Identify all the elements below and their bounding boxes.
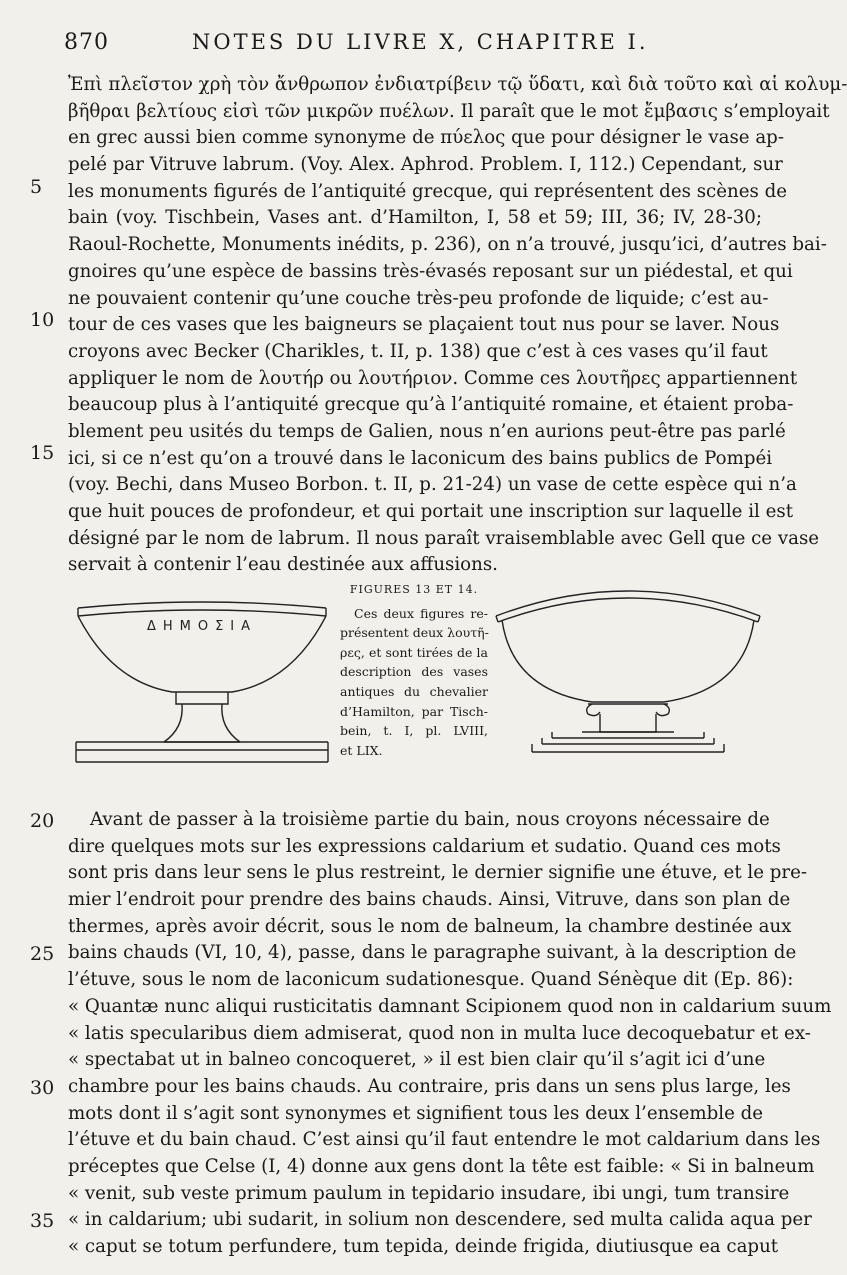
figure-caption — [340, 580, 488, 760]
page-number: 870 — [64, 30, 109, 55]
line-number-5: 5 — [30, 176, 43, 198]
text-line: mier l’endroit pour prendre des bains chauds. Ainsi, Vitruve, dans son plan de — [68, 889, 791, 911]
line-number-10: 10 — [30, 309, 55, 331]
caption-line: présentent deux λουτῆ- — [340, 625, 489, 641]
text-line: croyons avec Becker (Charikles, t. II, p. 138) que c’est à ces vases qu’il faut — [68, 340, 768, 362]
page-header — [64, 30, 764, 64]
figure-title: FIGURES 13 ET 14. — [349, 583, 479, 596]
body-text-block-1 — [68, 72, 847, 579]
text-line: les monuments figurés de l’antiquité grecque, qui représentent des scènes de — [68, 180, 787, 202]
text-line: thermes, après avoir décrit, sous le nom de balneum, la chambre destinée aux — [68, 915, 792, 937]
text-line: « caput se totum perfundere, tum tepida, deinde frigida, diutiusque ea caput — [68, 1236, 779, 1257]
text-line: ici, si ce n’est qu’on a trouvé dans le laconicum des bains publics de Pompéi — [68, 447, 773, 469]
caption-line: Ces deux figures re- — [354, 605, 488, 621]
text-line: préceptes que Celse (I, 4) donne aux gens dont la tête est faible: « Si in balneum — [68, 1155, 815, 1177]
text-line: « venit, sub veste primum paulum in tepidario insudare, ibi ungi, tum transire — [68, 1182, 790, 1204]
text-line: beaucoup plus à l’antiquité grecque qu’à l’antiquité romaine, et étaient proba- — [68, 394, 794, 416]
text-line: Avant de passer à la troisième partie du bain, nous croyons nécessaire de — [90, 809, 770, 830]
text-line: blement peu usités du temps de Galien, nous n’en aurions peut-être pas parlé — [68, 420, 786, 442]
figure-area — [64, 580, 764, 790]
text-line: désigné par le nom de labrum. Il nous paraît vraisemblable avec Gell que ce vase — [68, 527, 820, 549]
caption-line: description des vases — [340, 664, 488, 680]
text-line: gnoires qu’une espèce de bassins très-évasés reposant sur un piédestal, et qui — [68, 260, 793, 282]
figure-14-illustration — [492, 580, 764, 770]
text-line: l’étuve, sous le nom de laconicum sudationesque. Quand Sénèque dit (Ep. 86): — [68, 969, 794, 991]
text-line: chambre pour les bains chauds. Au contraire, pris dans un sens plus large, les — [68, 1075, 791, 1097]
text-line: Raoul-Rochette, Monuments inédits, p. 236), on n’a trouvé, jusqu’ici, d’autres bai- — [68, 234, 827, 256]
text-line: bain (voy. Tischbein, Vases ant. d’Hamilton, I, 58 et 59; III, 36; IV, 28-30; — [68, 207, 762, 229]
text-line: « latis specularibus diem admiserat, quod non in multa luce decoquebatur et ex- — [68, 1022, 811, 1044]
text-line: en grec aussi bien comme synonyme de πύελος que pour désigner le vase ap- — [68, 127, 784, 149]
text-line: sont pris dans leur sens le plus restreint, le dernier signifie une étuve, et le pre- — [68, 862, 808, 884]
running-title: NOTES DU LIVRE X, CHAPITRE I. — [192, 30, 649, 54]
text-line: que huit pouces de profondeur, et qui portait une inscription sur laquelle il est — [68, 501, 794, 522]
text-line: « spectabat ut in balneo concoqueret, » il est bien clair qu’il s’agit ici d’une — [68, 1049, 766, 1071]
text-line: « in caldarium; ubi sudarit, in solium non descendere, sed multa calida aqua per — [68, 1209, 812, 1231]
text-line: mots dont il s’agit sont synonymes et signifient tous les deux l’ensemble de — [68, 1102, 764, 1124]
line-number-35: 35 — [30, 1210, 55, 1232]
line-number-30: 30 — [30, 1077, 55, 1099]
text-line: bains chauds (VI, 10, 4), passe, dans le paragraphe suivant, à la description de — [68, 942, 797, 964]
text-line: l’étuve et du bain chaud. C’est ainsi qu’il faut entendre le mot caldarium dans les — [68, 1129, 821, 1151]
caption-line: bein, t. I, pl. LVIII, — [340, 723, 488, 739]
line-number-20: 20 — [30, 810, 55, 832]
caption-line: d’Hamilton, par Tisch- — [340, 703, 488, 719]
text-line: dire quelques mots sur les expressions caldarium et sudatio. Quand ces mots — [68, 835, 781, 857]
text-line: « Quantæ nunc aliqui rusticitatis damnant Scipionem quod non in caldarium suum — [68, 995, 832, 1017]
text-line: servait à contenir l’eau destinée aux affusions. — [68, 554, 498, 576]
figure-13-illustration — [72, 600, 332, 770]
line-number-25: 25 — [30, 943, 55, 965]
text-line: pelé par Vitruve labrum. (Voy. Alex. Aphrod. Problem. I, 112.) Cependant, sur — [68, 154, 783, 176]
text-line: βῆθραι βελτίους εἰσὶ τῶν μικρῶν πυέλων. Il paraît que le mot ἔμβασις s’employait — [68, 100, 830, 122]
caption-line: antiques du chevalier — [340, 683, 488, 699]
text-line: tour de ces vases que les baigneurs se plaçaient tout nus pour se laver. Nous — [68, 314, 780, 336]
text-line: ne pouvaient contenir qu’une couche très-peu profonde de liquide; c’est au- — [68, 287, 769, 309]
inscription: ΔΗΜΟΣΙΑ — [146, 619, 258, 634]
text-line: (voy. Bechi, dans Museo Borbon. t. II, p. 21-24) un vase de cette espèce qui n’a — [68, 474, 797, 496]
line-number-15: 15 — [30, 442, 55, 464]
text-line: Ἐπὶ πλεῖστον χρὴ τὸν ἄνθρωπον ἐνδιατρίβειν τῷ ὕδατι, καὶ διὰ τοῦτο καὶ αἱ κολυμ- — [68, 74, 847, 95]
caption-line: ρες, et sont tirées de la — [340, 644, 488, 660]
text-line: appliquer le nom de λουτήρ ou λουτήριον. Comme ces λουτῆρες appartiennent — [68, 367, 798, 389]
caption-line: et LIX. — [340, 742, 383, 758]
body-text-block-2 — [68, 807, 832, 1261]
